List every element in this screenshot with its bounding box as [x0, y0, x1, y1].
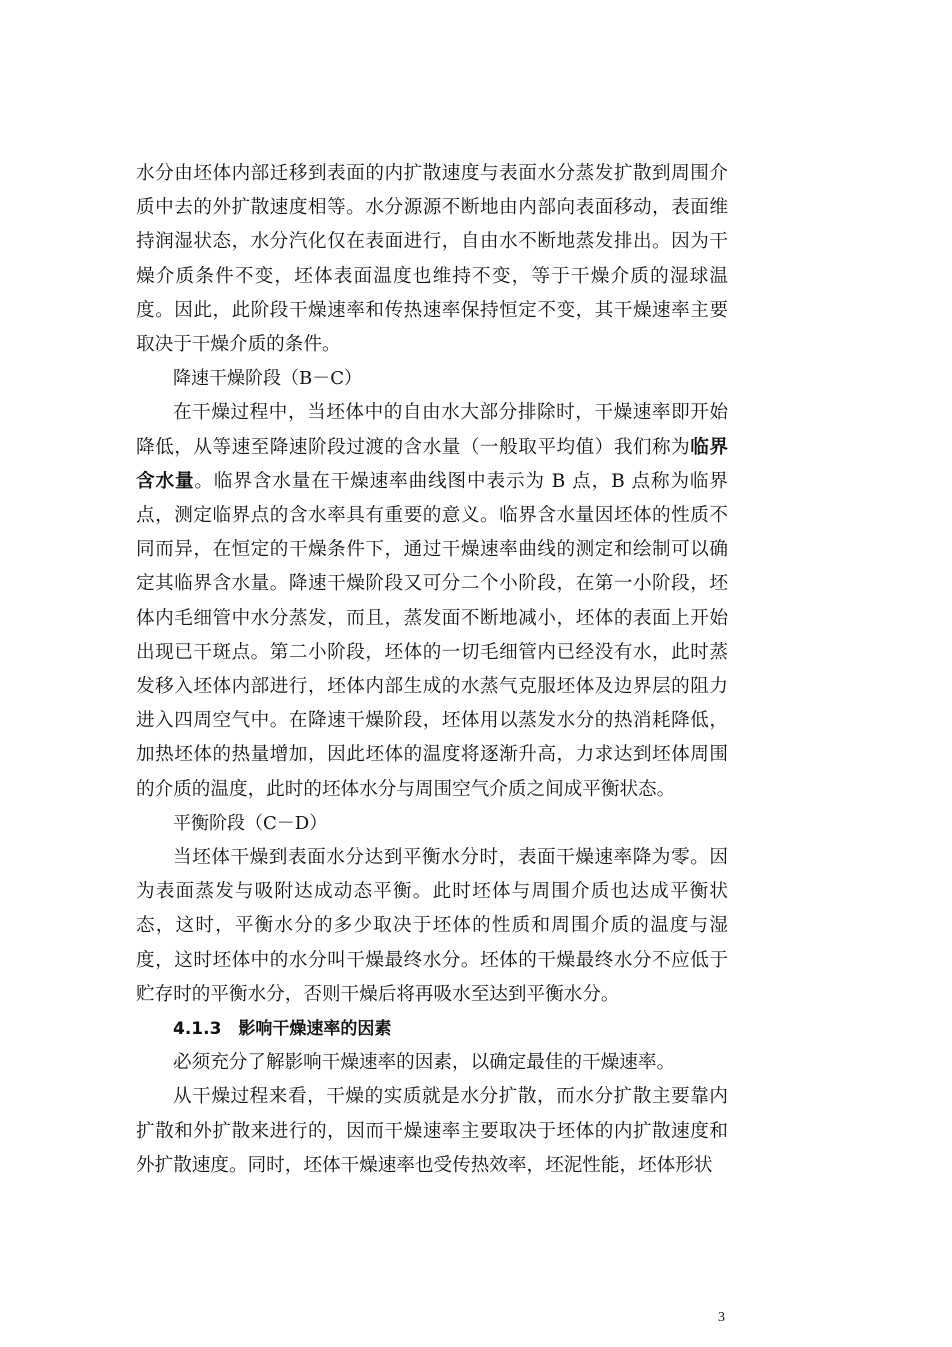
keyword-critical-moisture: 临界含水量 [136, 436, 728, 492]
heading-section-4-1-3: 4.1.3 影响干燥速率的因素 [173, 1019, 392, 1040]
paragraph-diffusion: 从干燥过程来看，干燥的实质就是水分扩散，而水分扩散主要靠内扩散和外扩散来进行的，因而干燥速率主要取决于坯体的内扩散速度和外扩散速度。同时，坯体干燥速率也受传热效率，坯泥性能，坯体形状 [136, 1086, 728, 1176]
heading-equilibrium-stage: 平衡阶段（C－D） [173, 812, 328, 834]
paragraph-falling-rate-part2: 。临界含水量在干燥速率曲线图中表示为 B 点，B 点称为临界点，测定临界点的含水率具有重要的意义。临界含水量因坯体的性质不同而异，在恒定的干燥条件下，通过干燥速率曲线的测定和绘制可以确定其临界含水量。降速干燥阶段又可分二个小阶段，在第一小阶段，坯体内毛细管中水分蒸发，而且，蒸发面不断地减小，坯体的表面上开始出现已干斑点。第二小阶段，坯体的一切毛细管内已经没有水，此时蒸发移入坯体内部进行，坯体内部生成的水蒸气克服坯体及边界层的阻力进入四周空气中。在降速干燥阶段，坯体用以蒸发水分的热消耗降低，加热坯体的热量增加，因此坯体的温度将逐渐升高，力求达到坯体周围的介质的温度，此时的坯体水分与周围空气介质之间成平衡状态。 [136, 470, 728, 800]
paragraph-equilibrium: 当坯体干燥到表面水分达到平衡水分时，表面干燥速率降为零。因为表面蒸发与吸附达成动态平衡。此时坯体与周围介质也达成平衡状态，这时，平衡水分的多少取决于坯体的性质和周围介质的温度与湿度，这时坯体中的水分叫干燥最终水分。坯体的干燥最终水分不应低于贮存时的平衡水分，否则干燥后将再吸水至达到平衡水分。 [136, 847, 728, 1005]
paragraph-falling-rate [136, 396, 728, 806]
heading-falling-rate-stage: 降速干燥阶段（B－C） [173, 368, 362, 390]
paragraph-falling-rate-part1: 在干燥过程中，当坯体中的自由水大部分排除时，干燥速率即开始降低，从等速至降速阶段过渡的含水量（一般取平均值）我们称为 [136, 402, 728, 458]
paragraph-constant-rate-end: 水分由坯体内部迁移到表面的内扩散速度与表面水分蒸发扩散到周围介质中去的外扩散速度相等。水分源源不断地由内部向表面移动，表面维持润湿状态，水分汽化仅在表面进行，自由水不断地蒸发排出。因为干燥介质条件不变，坯体表面温度也维持不变，等于干燥介质的湿球温度。因此，此阶段干燥速率和传热速率保持恒定不变，其干燥速率主要取决于干燥介质的条件。 [136, 163, 728, 356]
page-number: 3 [718, 1310, 725, 1325]
document-page [136, 157, 728, 1183]
paragraph-factors-intro: 必须充分了解影响干燥速率的因素，以确定最佳的干燥速率。 [173, 1052, 676, 1074]
